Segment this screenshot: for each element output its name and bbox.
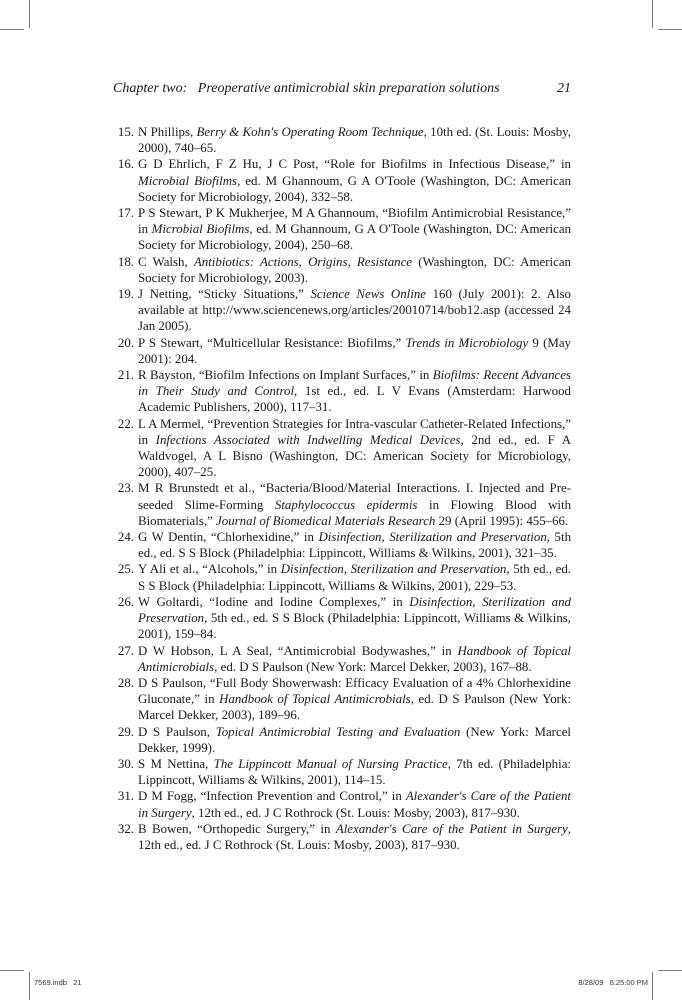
reference-title: Biofilms: Recent Advances in Their Study and Control	[138, 368, 571, 399]
crop-mark	[29, 0, 30, 28]
reference-number: 23.	[117, 481, 134, 496]
reference-number: 25.	[117, 562, 134, 577]
reference-text: , 2nd ed., ed. F A Waldvogel, A L Bisno (Washington, DC: American Society for Microbiology, 2000), 407–25.	[138, 432, 571, 480]
reference-title: Trends in Microbiology	[405, 335, 529, 350]
reference-text: R Bayston, “Biofilm Infections on Implant Surfaces,” in	[138, 368, 433, 383]
reference-text: C Walsh,	[138, 254, 194, 269]
reference-item	[113, 335, 571, 367]
reference-item	[113, 205, 571, 254]
reference-title: Science News Online	[310, 287, 426, 302]
reference-number: 18.	[117, 254, 134, 269]
reference-title: Alexander's Care of the Patient in Surgery	[138, 789, 571, 820]
chapter-title: Chapter two: Preoperative antimicrobial skin preparation solutions	[113, 81, 500, 96]
reference-text: 160 (July 2001): 2. Also available at http://www.sciencenews.org/articles/20010714/bob12.asp (accessed 24 Jan 2005).	[138, 287, 571, 334]
reference-list	[113, 124, 571, 853]
reference-item	[113, 156, 571, 205]
reference-text: G D Ehrlich, F Z Hu, J C Post, “Role for Biofilms in Infectious Disease,” in	[138, 157, 571, 172]
reference-item	[113, 367, 571, 416]
reference-text: (New York: Marcel Dekker, 1999).	[138, 724, 571, 755]
reference-text: 29 (April 1995): 455–66.	[435, 513, 569, 528]
reference-number: 15.	[117, 125, 134, 139]
reference-title: The Lippincott Manual of Nursing Practice	[213, 756, 448, 771]
reference-number: 28.	[117, 675, 134, 690]
reference-text: , ed. M Ghannoum, G A O'Toole (Washington, DC: American Society for Microbiology, 2004), 332–58.	[138, 173, 572, 204]
reference-title: Journal of Biomedical Materials Research	[216, 513, 436, 528]
reference-item	[113, 286, 571, 335]
reference-item	[113, 254, 571, 286]
reference-text: B Bowen, “Orthopedic Surgery,” in	[138, 821, 336, 836]
crop-mark	[0, 29, 24, 30]
reference-item	[113, 480, 571, 529]
reference-number: 24.	[117, 530, 134, 545]
reference-title: Microbial Biofilms	[138, 173, 238, 188]
reference-item	[113, 124, 571, 156]
reference-title: Antibiotics: Actions, Origins, Resistance	[193, 254, 413, 269]
reference-number: 19.	[117, 287, 134, 302]
reference-title: Staphylococcus epidermis	[274, 497, 418, 512]
crop-mark	[652, 972, 653, 1000]
reference-text: L A Mermel, “Prevention Strategies for Intra-vascular Catheter-Related Infections,” in	[138, 416, 571, 447]
reference-title: Handbook of Topical Antimicrobials	[138, 643, 571, 674]
reference-text: M R Brunstedt et al., “Bacteria/Blood/Material Interactions. I. Injected and Pre-seeded Slime-Forming	[138, 481, 571, 512]
reference-item	[113, 594, 571, 643]
crop-mark	[658, 970, 682, 971]
footer-file-info: 7569.indb 21	[34, 978, 82, 987]
reference-text: 9 (May 2001): 204.	[138, 335, 571, 366]
page-number: 21	[557, 81, 571, 96]
reference-item	[113, 821, 571, 853]
reference-item	[113, 756, 571, 788]
reference-text: , 5th ed., ed. S S Block (Philadelphia: Lippincott, Williams & Wilkins, 2001), 229–53.	[138, 562, 571, 593]
reference-text: , ed. D S Paulson (New York: Marcel Dekker, 2003), 189–96.	[138, 692, 571, 723]
crop-mark	[658, 29, 682, 30]
reference-text: N Phillips,	[138, 125, 197, 139]
reference-item	[113, 529, 571, 561]
crop-mark	[29, 972, 30, 1000]
reference-text: , 1st ed., ed. L V Evans (Amsterdam: Harwood Academic Publishers, 2000), 117–31.	[138, 384, 571, 415]
reference-text: D M Fogg, “Infection Prevention and Control,” in	[138, 789, 406, 804]
reference-text: , 12th ed., ed. J C Rothrock (St. Louis: Mosby, 2003), 817–930.	[138, 821, 571, 852]
reference-number: 32.	[117, 821, 134, 836]
reference-number: 27.	[117, 643, 134, 658]
reference-number: 16.	[117, 157, 134, 172]
reference-text: G W Dentin, “Chlorhexidine,” in	[138, 530, 319, 545]
reference-number: 31.	[117, 789, 134, 804]
reference-text: D S Paulson, “Full Body Showerwash: Efficacy Evaluation of a 4% Chlorhexidine Gluconate,” in	[138, 675, 571, 707]
reference-text: , 12th ed., ed. J C Rothrock (St. Louis: Mosby, 2003), 817–930.	[191, 805, 520, 820]
reference-text: , 7th ed. (Philadelphia: Lippincott, Williams & Wilkins, 2001), 114–15.	[138, 756, 571, 788]
reference-title: Handbook of Topical Antimicrobials	[219, 692, 411, 707]
crop-mark	[652, 0, 653, 28]
reference-text: Y Ali et al., “Alcohols,” in	[138, 562, 281, 577]
reference-item	[113, 675, 571, 724]
reference-text: (Washington, DC: American Society for Microbiology, 2003).	[138, 254, 571, 285]
reference-text: , 5th ed., ed. S S Block (Philadelphia: Lippincott, Williams & Wilkins, 2001), 159–84.	[138, 611, 571, 642]
reference-title: Topical Antimicrobial Testing and Evaluation	[215, 724, 461, 739]
reference-number: 20.	[117, 335, 134, 350]
reference-number: 21.	[117, 368, 134, 383]
reference-text: J Netting, “Sticky Situations,”	[138, 287, 311, 302]
reference-title: Infections Associated with Indwelling Medical Devices	[155, 432, 461, 447]
reference-text: , ed. M Ghannoum, G A O'Toole (Washington, DC: American Society for Microbiology, 2004), 250–68.	[138, 222, 572, 253]
reference-text: , 10th ed. (St. Louis: Mosby, 2000), 740–65.	[138, 125, 571, 156]
reference-text: S M Nettina,	[138, 756, 214, 771]
reference-number: 29.	[117, 724, 134, 739]
reference-title: Berry & Kohn's Operating Room Technique	[196, 125, 424, 139]
reference-text: D S Paulson,	[138, 724, 216, 739]
reference-text: in Flowing Blood with Biomaterials,”	[138, 497, 572, 528]
reference-text: W Goltardi, “Iodine and Iodine Complexes,” in	[138, 594, 410, 609]
reference-number: 22.	[117, 416, 134, 431]
reference-text: , 5th ed., ed. S S Block (Philadelphia: Lippincott, Williams & Wilkins, 2001), 321–35.	[138, 530, 572, 561]
reference-title: Microbial Biofilms	[151, 222, 250, 237]
reference-text: D W Hobson, L A Seal, “Antimicrobial Bodywashes,” in	[138, 643, 458, 658]
reference-item	[113, 724, 571, 756]
reference-title: Disinfection, Sterilization and Preservation	[138, 594, 571, 626]
reference-item	[113, 643, 571, 675]
footer-timestamp: 8/28/09 6:25:00 PM	[578, 978, 648, 987]
reference-number: 26.	[117, 594, 134, 609]
reference-item	[113, 561, 571, 593]
reference-title: Disinfection, Sterilization and Preservation	[280, 562, 507, 577]
reference-text: , ed. D S Paulson (New York: Marcel Dekker, 2003), 167–88.	[214, 659, 532, 674]
reference-number: 17.	[117, 206, 134, 221]
reference-text: P S Stewart, “Multicellular Resistance: Biofilms,”	[138, 335, 406, 350]
reference-title: Alexander's Care of the Patient in Surgery	[335, 821, 568, 836]
reference-title: Disinfection, Sterilization and Preservation	[318, 530, 547, 545]
reference-item	[113, 416, 571, 481]
crop-mark	[0, 970, 24, 971]
reference-item	[113, 788, 571, 820]
reference-text: P S Stewart, P K Mukherjee, M A Ghannoum, “Biofilm Antimicrobial Resistance,” in	[138, 206, 571, 237]
reference-number: 30.	[117, 756, 134, 771]
